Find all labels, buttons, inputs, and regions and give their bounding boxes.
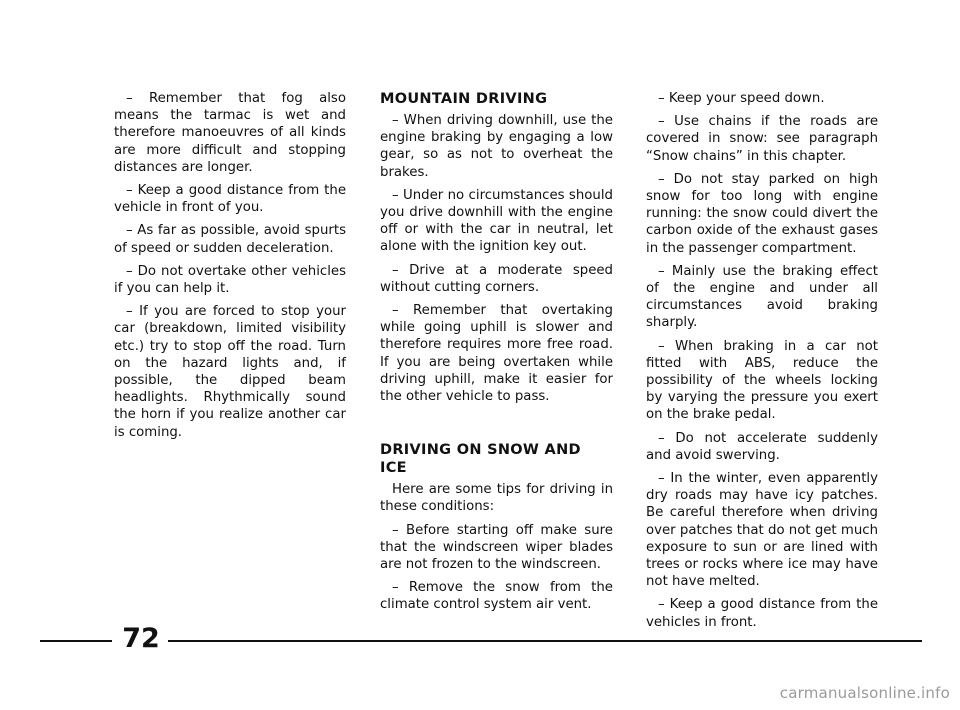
footer-rule-left — [40, 640, 112, 642]
heading-mountain-driving: MOUNTAIN DRIVING — [380, 91, 548, 107]
paragraph-overtaking-uphill: – Remember that overtaking while going uphill is slower and therefore requires more free road. If you are being overtaken while driving uphill, make it easier for the other vehicle to pass. — [380, 303, 613, 405]
paragraph-distance-vehicles: – Keep a good distance from the vehicles in front. — [646, 597, 878, 630]
paragraph-fog: – Remember that fog also means the tarmac is wet and therefore manoeuvres of all kinds are more difficult and stopping distances are longer. — [114, 91, 346, 175]
watermark: carmanualsonline.info — [779, 684, 950, 702]
paragraph-tips-intro: Here are some tips for driving in these conditions: — [380, 482, 613, 515]
paragraph-speed-down: – Keep your speed down. — [658, 91, 825, 106]
paragraph-chains: – Use chains if the roads are covered in snow: see paragraph “Snow chains” in this chapter. — [646, 114, 878, 164]
paragraph-overtake: – Do not overtake other vehicles if you can help it. — [114, 263, 346, 297]
page-number: 72 — [122, 623, 160, 654]
paragraph-abs: – When braking in a car not fitted with ABS, reduce the possibility of the wheels locking by varying the pressure you exert on the brake pedal. — [646, 338, 878, 423]
paragraph-moderate-speed: – Drive at a moderate speed without cutting corners. — [380, 262, 613, 295]
footer-rule-right — [168, 640, 922, 642]
text-column-right — [646, 90, 878, 637]
paragraph-parked: – Do not stay parked on high snow for too long with engine running: the snow could divert the carbon oxide of the exhaust gases in the passenger compartment. — [646, 171, 878, 256]
paragraph-air-vent: – Remove the snow from the climate control system air vent. — [380, 580, 613, 613]
text-column-middle — [380, 90, 613, 620]
paragraph-accelerate: – Do not accelerate suddenly and avoid swerving. — [646, 430, 878, 463]
paragraph-wiper-blades: – Before starting off make sure that the windscreen wiper blades are not frozen to the windscreen. — [380, 522, 613, 573]
paragraph-engine-braking-effect: – Mainly use the braking effect of the engine and under all circumstances avoid braking sharply. — [646, 263, 878, 331]
text-column-left — [114, 90, 346, 447]
paragraph-neutral: – Under no circumstances should you drive downhill with the engine off or with the car in neutral, let alone with the ignition key out. — [380, 187, 613, 255]
paragraph-speed-spurts: – As far as possible, avoid spurts of speed or sudden deceleration. — [114, 223, 346, 256]
paragraph-icy-patches: – In the winter, even apparently dry roads may have icy patches. Be careful therefore when driving over patches that do not get much exposure to sun or are lined with trees or rocks where ice may have not have melted. — [646, 471, 878, 590]
paragraph-stop: – If you are forced to stop your car (breakdown, limited visibility etc.) try to stop off the road. Turn on the hazard lights and, if possible, the dipped beam headlights. Rhythmically sound the horn if you realize another car is coming. — [114, 304, 346, 440]
paragraph-engine-braking: – When driving downhill, use the engine braking by engaging a low gear, so as not to overheat the brakes. — [380, 113, 613, 180]
heading-snow-ice: DRIVING ON SNOW AND ICE — [380, 442, 581, 477]
paragraph-distance: – Keep a good distance from the vehicle in front of you. — [114, 183, 346, 216]
